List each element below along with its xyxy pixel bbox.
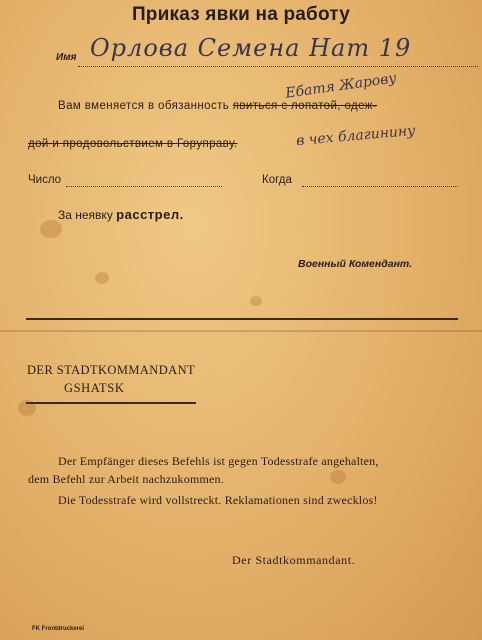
penalty-prefix: За неявку: [58, 208, 113, 222]
duty-line-1: [58, 100, 377, 112]
de-header-underline: [26, 402, 196, 404]
duty-line-1-struck: явиться с лопатой, одеж-: [232, 100, 378, 112]
de-paragraph-line: Die Todesstrafe wird vollstreckt. Reklamationen sind zwecklos!: [58, 493, 378, 507]
when-line: [302, 186, 458, 187]
de-header-line-1: DER STADTKOMMANDANT: [27, 363, 196, 377]
handwritten-name: Орлова Семена Нат 19: [90, 34, 412, 62]
printer-mark: FK Frontdruckerei: [32, 626, 85, 632]
penalty-line: [58, 207, 184, 222]
duty-line-1-plain: Вам вменяется в обязанность: [58, 100, 233, 112]
paper-stain: [95, 272, 109, 284]
paper-stain: [330, 470, 346, 484]
handwritten-correction-side: в чех благинину: [295, 122, 416, 150]
de-paragraph-line: dem Befehl zur Arbeit nachzukommen.: [28, 472, 224, 486]
name-label: Имя: [56, 52, 77, 63]
de-paragraph-line: Der Empfänger dieses Befehls ist gegen Todesstrafe angehalten,: [58, 454, 379, 468]
paper-stain: [250, 296, 262, 306]
paper-fold: [0, 330, 482, 332]
duty-line-2-struck: дой и продовольствием в Горуправу.: [28, 138, 238, 150]
section-divider: [26, 318, 458, 320]
signature-ru: Военный Комендант.: [298, 258, 413, 270]
name-line: [78, 66, 478, 67]
date-line: [66, 186, 222, 187]
when-label: Когда: [262, 174, 292, 186]
document-title: Приказ явки на работу: [131, 4, 351, 25]
paper-stain: [40, 220, 62, 238]
penalty-word: расстрел.: [116, 207, 184, 222]
de-header-line-2: GSHATSK: [64, 381, 125, 395]
handwritten-correction-above: Ебатя Жарову: [284, 70, 398, 102]
date-label: Число: [28, 174, 62, 186]
signature-de: Der Stadtkommandant.: [232, 553, 356, 567]
